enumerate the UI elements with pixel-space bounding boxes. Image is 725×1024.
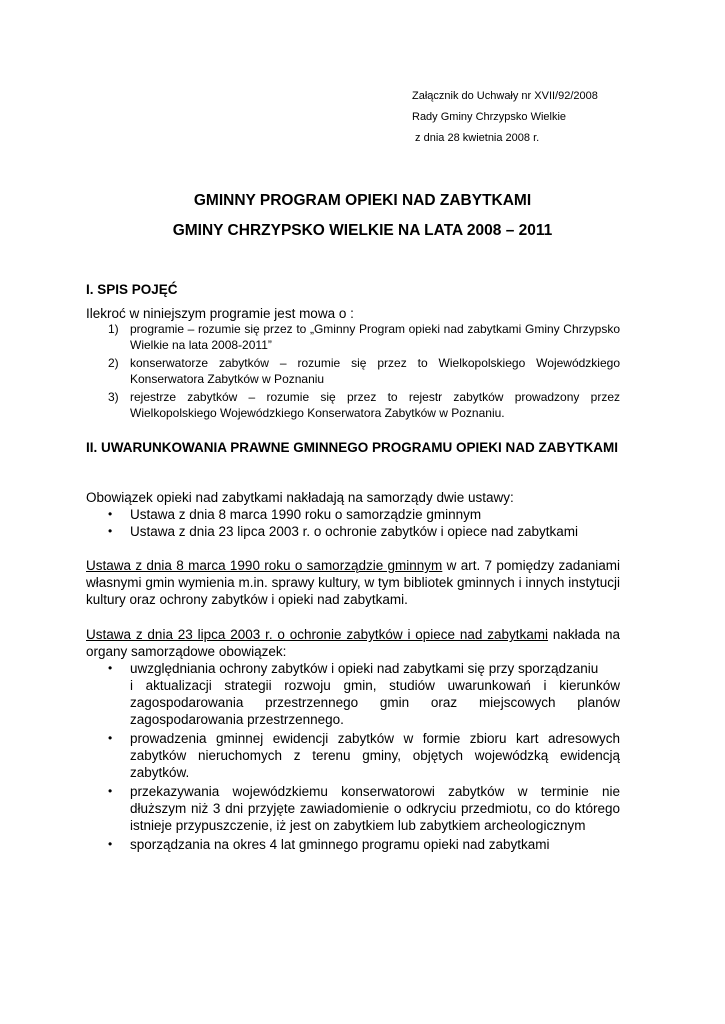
duties-list (86, 660, 620, 855)
bullet-icon: • (108, 661, 113, 675)
annex-line-3: z dnia 28 kwietnia 2008 r. (412, 132, 540, 144)
bullet-icon: • (108, 837, 113, 851)
duty-text: przekazywania wojewódzkiemu konserwatorowi zabytków w terminie nie dłuższym niż 3 dni przyjęte zawiadomienie o odkryciu przedmiotu, co do którego istnieje przypuszczenie, iż jest on zabytkiem lub zabytkiem archeologicznym (130, 784, 620, 833)
act-text: Ustawa z dnia 23 lipca 2003 r. o ochronie zabytków i opiece nad zabytkami (130, 524, 579, 539)
duty-text: prowadzenia gminnej ewidencji zabytków w formie zbioru kart adresowych zabytków nieruchomych z terenu gminy, objętych wojewódzką ewidencją zabytków. (130, 731, 620, 780)
act-item (86, 523, 620, 540)
bullet-icon: • (108, 784, 113, 798)
definition-text: programie – rozumie się przez to „Gminny Program opieki nad zabytkami Gminy Chrzypsko Wielkie na lata 2008-2011” (130, 322, 620, 352)
section-1-intro: Ilekroć w niniejszym programie jest mowa o : (86, 306, 354, 321)
paragraph-text: w art. 7 pomiędzy zadaniami własnymi gmin wymienia m.in. sprawy kultury, w tym bibliotek gminnych i innych instytucji kultury oraz ochrony zabytków i opieki nad zabytkami. (86, 558, 620, 607)
bullet-icon: • (108, 507, 113, 521)
act-reference-underlined: Ustawa z dnia 23 lipca 2003 r. o ochronie zabytków i opiece nad zabytkami (86, 627, 549, 642)
duty-subtext: i aktualizacji strategii rozwoju gmin, studiów uwarunkowań i kierunków zagospodarowania przestrzennego gmin oraz miejscowych planów zagospodarowania przestrzennego. (130, 678, 620, 727)
section-2-intro: Obowiązek opieki nad zabytkami nakładają na samorządy dwie ustawy: (86, 490, 514, 505)
duty-item (86, 660, 620, 728)
document-title-line-1: GMINNY PROGRAM OPIEKI NAD ZABYTKAMI (193, 192, 532, 209)
paragraph-text: nakłada na organy samorządowe obowiązek: (86, 627, 620, 659)
duty-text: uwzględniania ochrony zabytków i opieki nad zabytkami się przy sporządzaniu (130, 661, 599, 676)
bullet-icon: • (108, 524, 113, 538)
section-1-heading: I. SPIS POJĘĆ (86, 282, 178, 297)
bullet-icon: • (108, 731, 113, 745)
duty-item (86, 783, 620, 834)
act-reference-underlined: Ustawa z dnia 8 marca 1990 roku o samorządzie gminnym (86, 558, 443, 573)
definition-text: konserwatorze zabytków – rozumie się przez to Wielkopolskiego Wojewódzkiego Konserwatora Zabytków w Poznaniu (130, 356, 620, 386)
duty-item (86, 836, 620, 853)
definitions-list (86, 322, 620, 424)
duty-item (86, 730, 620, 781)
annex-line-1: Załącznik do Uchwały nr XVII/92/2008 (412, 90, 598, 102)
definition-item (86, 322, 620, 353)
definition-number: 1) (108, 322, 119, 336)
paragraph-municipal-act (86, 557, 620, 608)
paragraph-monument-act (86, 626, 620, 660)
definition-item (86, 356, 620, 387)
definition-number: 3) (108, 390, 119, 404)
section-2-heading: II. UWARUNKOWANIA PRAWNE GMINNEGO PROGRAMU OPIEKI NAD ZABYTKAMI (86, 440, 618, 455)
act-item (86, 506, 620, 523)
definition-text: rejestrze zabytków – rozumie się przez to rejestr zabytków prowadzony przez Wielkopolskiego Wojewódzkiego Konserwatora Zabytków w Poznaniu. (130, 390, 620, 420)
document-title-line-2: GMINY CHRZYPSKO WIELKIE NA LATA 2008 – 2011 (172, 222, 553, 239)
definition-number: 2) (108, 356, 119, 370)
acts-list (86, 506, 620, 540)
annex-line-2: Rady Gminy Chrzypsko Wielkie (412, 111, 567, 123)
act-text: Ustawa z dnia 8 marca 1990 roku o samorządzie gminnym (130, 507, 482, 522)
definition-item (86, 390, 620, 421)
annex-header (412, 86, 598, 149)
duty-text: sporządzania na okres 4 lat gminnego programu opieki nad zabytkami (130, 837, 550, 852)
